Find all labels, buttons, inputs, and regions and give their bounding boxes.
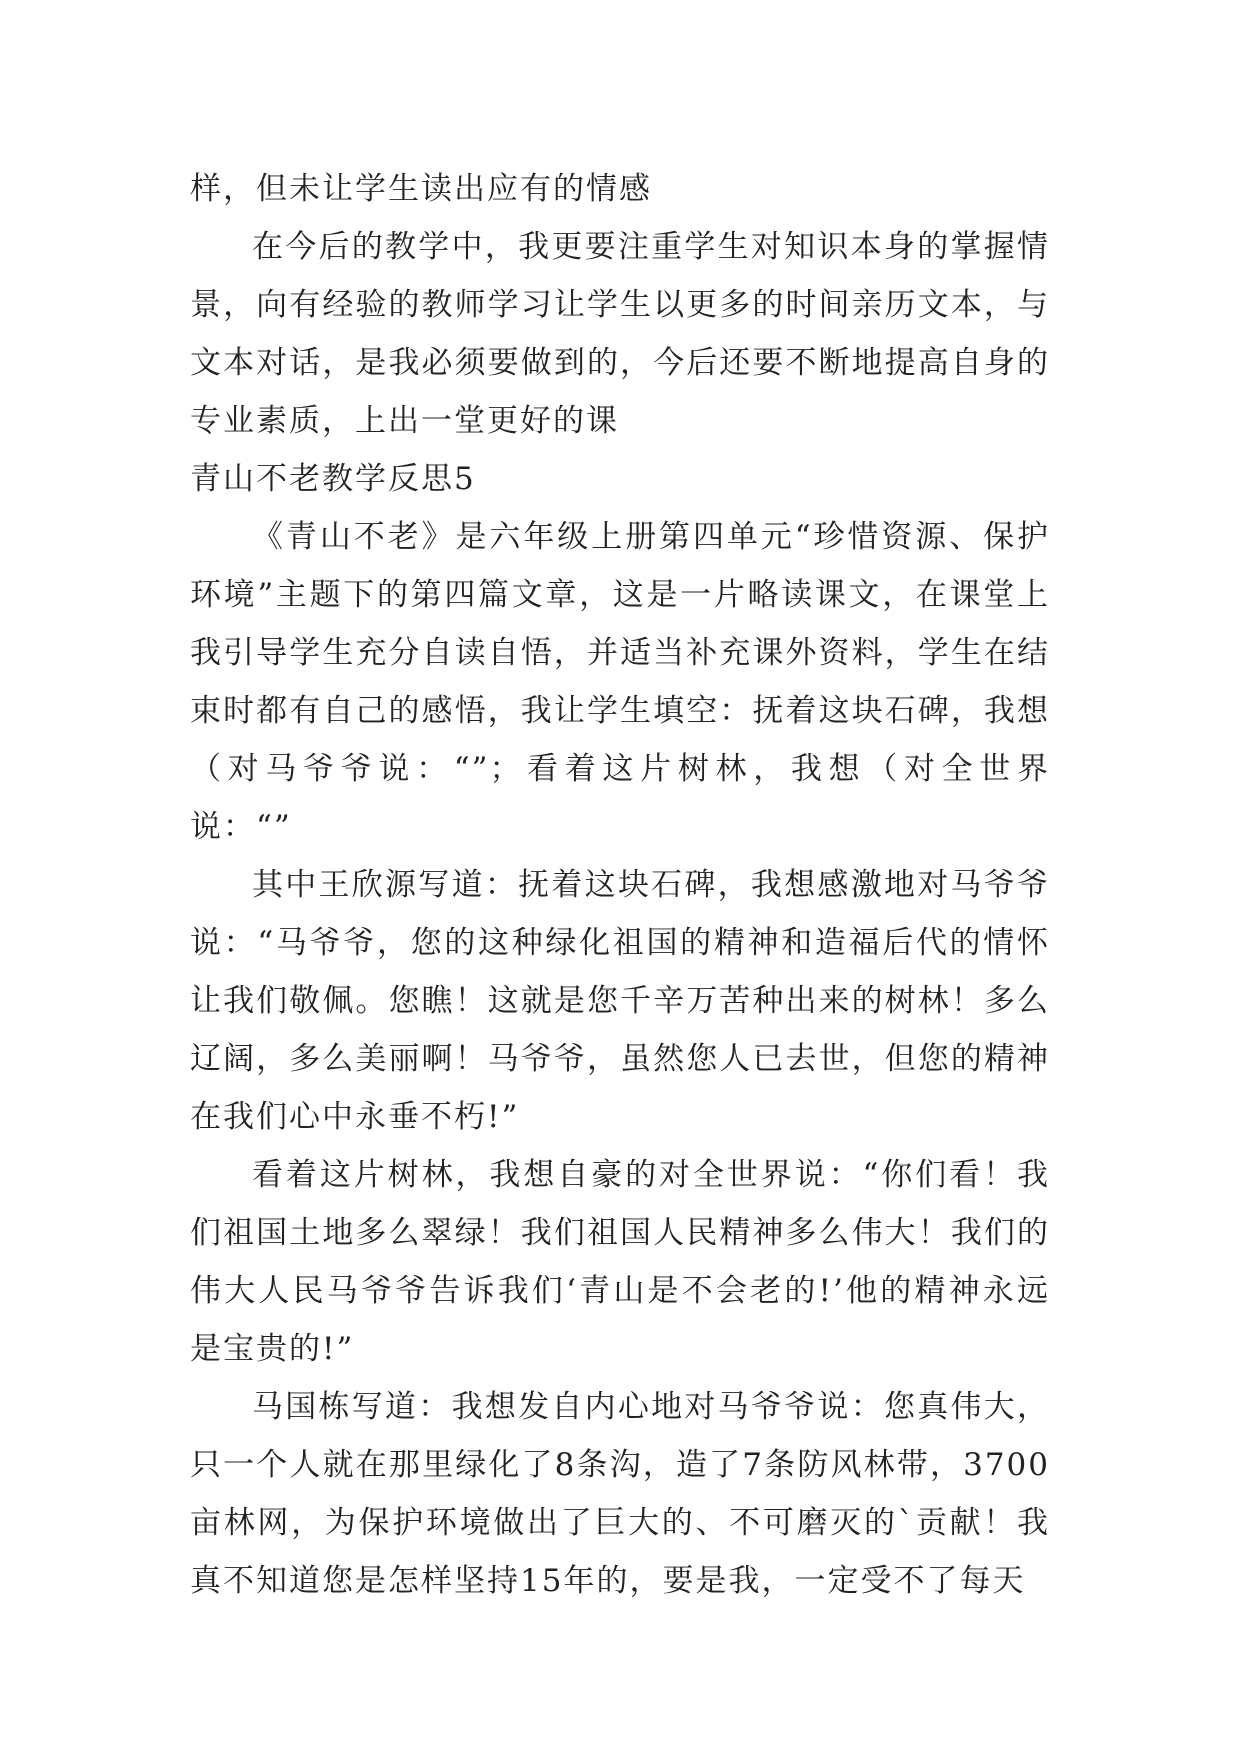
paragraph-continuation: 样，但未让学生读出应有的情感 [190, 171, 652, 207]
document-body [190, 160, 1050, 1610]
section-title: 青山不老教学反思5 [190, 461, 476, 497]
paragraph-student-wang: 其中王欣源写道：抚着这块石碑，我想感激地对马爷爷说：“马爷爷，您的这种绿化祖国的精神和造福后代的情怀让我们敬佩。您瞧！这就是您千辛万苦种出来的树林！多么辽阔，多么美丽啊！马爷爷，虽然您人已去世，但您的精神在我们心中永垂不朽!” [190, 867, 1050, 1135]
paragraph-student-ma: 马国栋写道：我想发自内心地对马爷爷说：您真伟大，只一个人就在那里绿化了8条沟，造了7条防风林带，3700亩林网，为保护环境做出了巨大的、不可磨灭的`贡献！我真不知道您是怎样坚持15年的，要是我，一定受不了每天 [190, 1389, 1050, 1599]
paragraph-reflection-summary: 在今后的教学中，我更要注重学生对知识本身的掌握情景，向有经验的教师学习让学生以更多的时间亲历文本，与文本对话，是我必须要做到的，今后还要不断地提高自身的专业素质，上出一堂更好的课 [190, 229, 1050, 439]
paragraph-student-world: 看着这片树林，我想自豪的对全世界说：“你们看！我们祖国土地多么翠绿！我们祖国人民精神多么伟大！我们的伟大人民马爷爷告诉我们‘青山是不会老的!’他的精神永远是宝贵的!” [190, 1157, 1050, 1367]
paragraph-lesson-intro: 《青山不老》是六年级上册第四单元“珍惜资源、保护环境”主题下的第四篇文章，这是一片略读课文，在课堂上我引导学生充分自读自悟，并适当补充课外资料，学生在结束时都有自己的感悟，我让学生填空：抚着这块石碑，我想（对马爷爷说：“”；看着这片树林，我想（对全世界说：“” [190, 519, 1050, 845]
